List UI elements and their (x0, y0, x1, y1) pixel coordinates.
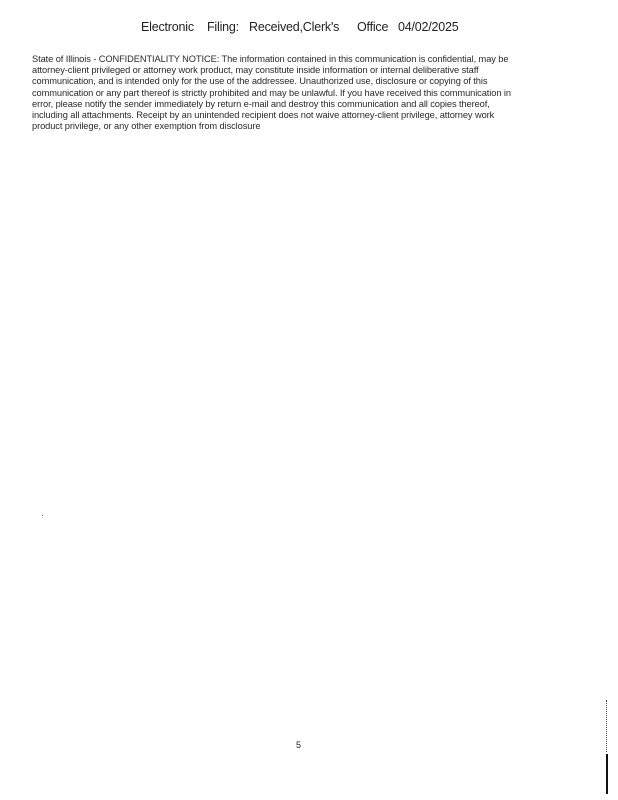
stamp-word-office: Office (357, 20, 389, 34)
notice-line: including all attachments. Receipt by an unintended recipient does not waive attorney-client privilege, attorney work (32, 110, 495, 121)
scan-edge-bar (606, 754, 608, 794)
confidentiality-notice (32, 54, 572, 132)
stamp-date: 04/02/2025 (398, 20, 459, 34)
stamp-word-received: Received,Clerk's (249, 20, 340, 34)
page-number: 5 (296, 740, 302, 750)
notice-line: communication or any part thereof is strictly prohibited and may be unlawful. If you have received this communication in (32, 87, 511, 98)
notice-line: communication, and is intended only for the use of the addressee. Unauthorized use, disclosure or copying of this (32, 76, 488, 87)
notice-line: State of Illinois - CONFIDENTIALITY NOTICE: The information contained in this communication is confidential, may be (32, 54, 509, 64)
notice-line: product privilege, or any other exemption from disclosure (32, 121, 261, 132)
notice-line: error, please notify the sender immediately by return e-mail and destroy this communication and all copies thereof, (32, 98, 490, 109)
scan-edge-dotted-line (606, 700, 608, 752)
stamp-word-filing: Filing: (207, 20, 239, 34)
scan-speck (42, 515, 43, 516)
stamp-word-electronic: Electronic (141, 20, 194, 34)
filing-stamp (141, 20, 459, 34)
notice-line: attorney-client privileged or attorney work product, may constitute inside information or internal deliberative staff (32, 65, 479, 76)
